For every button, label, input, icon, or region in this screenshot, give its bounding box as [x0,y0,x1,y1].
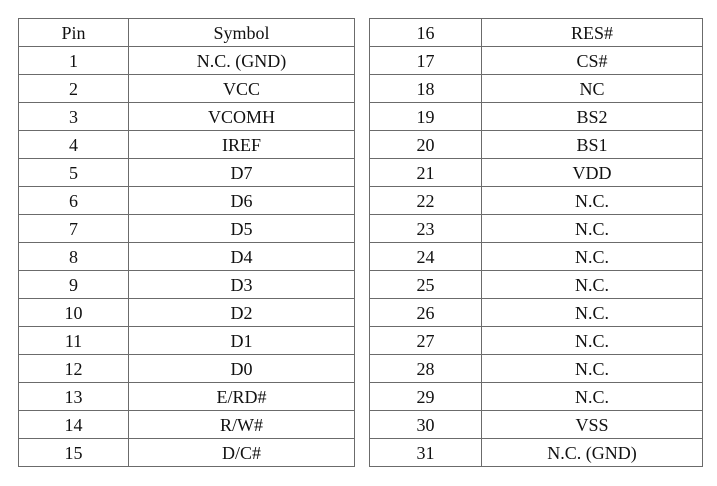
table-row [370,327,703,355]
table-row [370,355,703,383]
pin-table-right [369,18,703,467]
table-row [19,103,355,131]
pin-column-header: Pin [19,19,129,47]
table-row [370,187,703,215]
pin-table-left [18,18,355,467]
pin-number-cell: 15 [19,439,129,467]
pin-symbol-cell: D2 [129,299,355,327]
pin-number-cell: 30 [370,411,482,439]
table-row [19,131,355,159]
table-row [19,271,355,299]
table-row [19,327,355,355]
pin-symbol-cell: BS1 [482,131,703,159]
pin-number-cell: 1 [19,47,129,75]
pin-number-cell: 11 [19,327,129,355]
pin-symbol-cell: D0 [129,355,355,383]
pin-number-cell: 25 [370,271,482,299]
table-row [19,159,355,187]
table-row [370,439,703,467]
table-row [19,383,355,411]
pin-number-cell: 26 [370,299,482,327]
pin-number-cell: 7 [19,215,129,243]
pin-symbol-cell: N.C. [482,355,703,383]
pin-symbol-cell: N.C. [482,271,703,299]
pin-symbol-cell: R/W# [129,411,355,439]
pin-number-cell: 18 [370,75,482,103]
pin-symbol-cell: D/C# [129,439,355,467]
table-row [370,19,703,47]
pin-table-right-body [370,19,703,467]
pin-number-cell: 24 [370,243,482,271]
pin-symbol-cell: BS2 [482,103,703,131]
table-row [19,243,355,271]
pin-number-cell: 2 [19,75,129,103]
pin-number-cell: 9 [19,271,129,299]
pin-symbol-cell: N.C. [482,215,703,243]
pin-number-cell: 3 [19,103,129,131]
pin-number-cell: 22 [370,187,482,215]
pin-symbol-cell: N.C. [482,243,703,271]
pin-symbol-cell: N.C. (GND) [482,439,703,467]
pin-number-cell: 10 [19,299,129,327]
table-row [370,411,703,439]
pin-number-cell: 6 [19,187,129,215]
pin-symbol-cell: CS# [482,47,703,75]
pin-number-cell: 17 [370,47,482,75]
table-row [19,187,355,215]
pin-symbol-cell: N.C. (GND) [129,47,355,75]
pin-symbol-cell: IREF [129,131,355,159]
table-row [19,411,355,439]
pin-number-cell: 31 [370,439,482,467]
pin-number-cell: 27 [370,327,482,355]
pin-symbol-cell: N.C. [482,383,703,411]
pin-symbol-cell: D6 [129,187,355,215]
pin-symbol-cell: VCOMH [129,103,355,131]
pin-number-cell: 14 [19,411,129,439]
pin-symbol-cell: N.C. [482,299,703,327]
pin-symbol-cell: VDD [482,159,703,187]
pin-number-cell: 5 [19,159,129,187]
pin-symbol-cell: D3 [129,271,355,299]
table-row [19,439,355,467]
table-row [370,299,703,327]
table-row [19,75,355,103]
pin-table-left-body [19,19,355,467]
pin-symbol-cell: VCC [129,75,355,103]
pin-number-cell: 13 [19,383,129,411]
pin-number-cell: 4 [19,131,129,159]
table-row [19,299,355,327]
table-row [370,103,703,131]
table-row [19,355,355,383]
table-row [370,215,703,243]
table-row [370,159,703,187]
table-row [370,271,703,299]
table-row [370,75,703,103]
table-row [370,131,703,159]
pin-symbol-cell: RES# [482,19,703,47]
table-row [370,383,703,411]
pin-symbol-cell: VSS [482,411,703,439]
table-header-row [19,19,355,47]
pin-symbol-cell: D7 [129,159,355,187]
pin-number-cell: 21 [370,159,482,187]
table-row [370,243,703,271]
pin-symbol-cell: N.C. [482,327,703,355]
table-row [19,47,355,75]
pin-number-cell: 29 [370,383,482,411]
pin-symbol-cell: NC [482,75,703,103]
pin-number-cell: 16 [370,19,482,47]
symbol-column-header: Symbol [129,19,355,47]
pin-symbol-cell: N.C. [482,187,703,215]
pin-number-cell: 20 [370,131,482,159]
pin-symbol-cell: D4 [129,243,355,271]
pin-number-cell: 12 [19,355,129,383]
pin-number-cell: 8 [19,243,129,271]
pin-symbol-cell: D5 [129,215,355,243]
pin-number-cell: 19 [370,103,482,131]
table-row [19,215,355,243]
pin-number-cell: 23 [370,215,482,243]
pin-number-cell: 28 [370,355,482,383]
pin-symbol-cell: E/RD# [129,383,355,411]
table-row [370,47,703,75]
pin-symbol-cell: D1 [129,327,355,355]
